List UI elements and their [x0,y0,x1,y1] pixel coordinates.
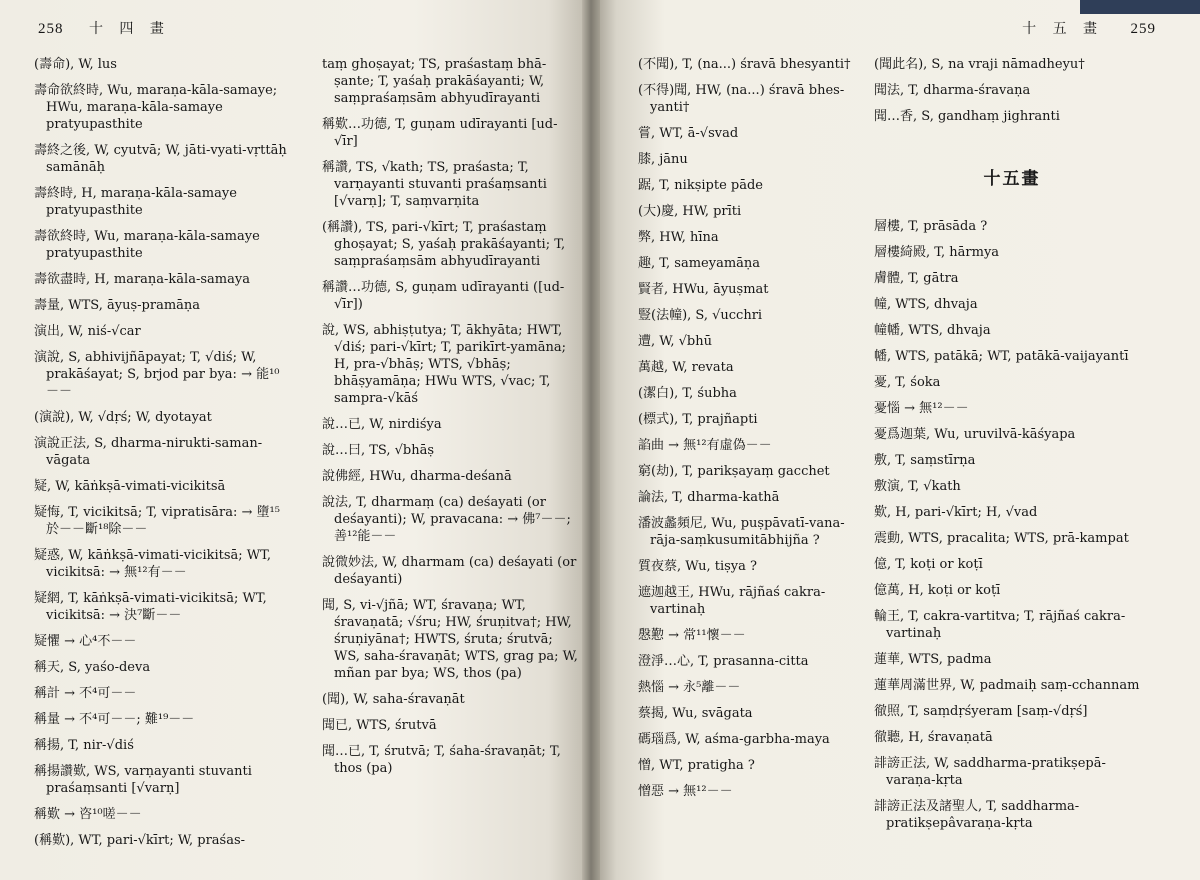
dictionary-entry: 壽終時, H, maraṇa-kāla-samaye pratyupasthite [34,186,237,218]
dictionary-entry: 膚體, T, gātra [874,271,959,286]
dictionary-entry: 稱讚, TS, √kath; TS, praśasta; T, varṇayanti stuvanti praśaṃsanti [√varṇ]; T, saṃvarṇita [322,160,547,209]
dictionary-entry: 蔡揭, Wu, svāgata [638,706,753,721]
dictionary-entry: 壽量, WTS, āyuṣ-pramāṇa [34,298,201,313]
dictionary-entry: 窮(劫), T, parikṣayaṃ gacchet [638,464,830,479]
dictionary-entry: 嘗, WT, ā-√svad [638,126,739,141]
left-running-head [38,18,170,38]
dictionary-entry: 壽欲終時, Wu, maraṇa-kāla-samaye pratyupasthite [34,229,260,261]
dictionary-entry: 壽命欲終時, Wu, maraṇa-kāla-samaye; HWu, maraṇa-kāla-samaye pratyupasthite [34,83,278,132]
dictionary-entry: 稱歎…功德, T, guṇam udīrayanti [ud-√īr] [322,117,558,149]
page-number-right: 259 [1130,21,1156,37]
dictionary-entry: 憂, T, śoka [874,375,941,390]
dictionary-entry: 說…已, W, nirdiśya [322,417,442,432]
dictionary-entry: 說微妙法, W, dharmam (ca) deśayati (or deśayanti) [322,555,577,587]
right-running-head [1022,18,1156,38]
dictionary-entry: taṃ ghoṣayat; TS, praśastaṃ bhā-ṣante; T, yaśaḥ prakāśayanti; W, saṃpraśaṃsām abhyudīrayanti [322,57,547,106]
dictionary-entry: 稱量 → 不⁴可－－; 難¹⁹－－ [34,712,195,727]
dictionary-entry: 疑網, T, kāṅkṣā-vimati-vicikitsā; WT, vicikitsā: → 決⁷斷－－ [34,591,267,623]
left-column-1 [34,56,292,858]
dictionary-entry: 慇懃 → 常¹¹懷－－ [638,628,746,643]
dictionary-entry: 碼瑙爲, W, aśma-garbha-maya [638,732,830,747]
left-column-2 [322,56,578,786]
dictionary-entry: 演說正法, S, dharma-nirukti-saman-vāgata [34,436,263,468]
right-column-2 [874,56,1150,841]
dictionary-entry: 幡, WTS, patākā; WT, patākā-vaijayantī [874,349,1129,364]
dictionary-entry: (稱讚), TS, pari-√kīrt; T, praśastaṃ ghoṣayat; S, yaśaḥ prakāśayanti; T, saṃpraśaṃsām abhyudīrayanti [322,220,566,269]
dictionary-entry: 幢, WTS, dhvaja [874,297,978,312]
dictionary-entry: 疑, W, kāṅkṣā-vimati-vicikitsā [34,479,226,494]
dictionary-entry: 稱計 → 不⁴可－－ [34,686,137,701]
running-title-left: 十 四 畫 [88,21,170,37]
dictionary-entry: 聞, S, vi-√jñā; WT, śravaṇa; WT, śravaṇatā; √śru; HW, śruṇitva†; HW, śruṇiyāna†; HWTS, śruta; śrutvā; WS, saha-śravaṇāt; WTS, grag pa; W, mñan par bya; WS, thos (pa) [322,598,578,681]
dictionary-entry: 徹照, T, saṃdṛśyeram [saṃ-√dṛś] [874,704,1088,719]
dictionary-entry: (聞此名), S, na vraji nāmadheyu† [874,57,1085,72]
dictionary-entry: 憎, WT, pratigha ? [638,758,755,773]
dictionary-entry: 層樓綺殿, T, hārmya [874,245,1000,260]
dictionary-entry: 疑懼 → 心⁴不－－ [34,634,137,649]
dictionary-entry: (稱歎), WT, pari-√kīrt; W, praśas- [34,833,246,848]
dictionary-entry: 遭, W, √bhū [638,334,712,349]
dictionary-entry: 壽欲盡時, H, maraṇa-kāla-samaya [34,272,250,287]
dictionary-entry: 演說, S, abhivijñāpayat; T, √diś; W, prakāśayat; S, brjod par bya: → 能¹⁰－－ [34,350,280,399]
dictionary-entry: 疑悔, T, vicikitsā; T, vipratisāra: → 墮¹⁵於－－斷¹⁸除－－ [34,505,280,537]
dictionary-entry: 輪王, T, cakra-vartitva; T, rājñaś cakra-vartinaḥ [874,609,1126,641]
dictionary-entry: 賢者, HWu, āyuṣmat [638,282,769,297]
dictionary-entry: 壽終之後, W, cyutvā; W, jāti-vyati-vṛttāḥ samānāḥ [34,143,287,175]
dictionary-entry: (潔白), T, śubha [638,386,737,401]
dictionary-entry: 稱揚, T, nir-√diś [34,738,134,753]
dictionary-entry: 聞…已, T, śrutvā; T, śaha-śravaṇāt; T, thos (pa) [322,744,561,776]
dictionary-entry: 憂惱 → 無¹²－－ [874,401,969,416]
dictionary-entry: 萬越, W, revata [638,360,734,375]
dictionary-entry: 澄淨…心, T, prasanna-citta [638,654,809,669]
dictionary-entry: 弊, HW, hīna [638,230,719,245]
dictionary-entry: 徹聽, H, śravaṇatā [874,730,993,745]
dictionary-entry: 諂曲 → 無¹²有虛偽－－ [638,438,772,453]
dictionary-entry: 疑惑, W, kāṅkṣā-vimati-vicikitsā; WT, vicikitsā: → 無¹²有－－ [34,548,272,580]
book-gutter [582,0,600,880]
section-heading: 十五畫 [983,169,1041,189]
dictionary-entry: 稱揚讚歎, WS, varṇayanti stuvanti praśaṃsanti [√varṇ] [34,764,252,796]
dictionary-entry: (標式), T, prajñapti [638,412,758,427]
dictionary-entry: 潘波蠡頻尼, Wu, puṣpāvatī-vana-rāja-saṃkusumitābhijña ? [638,516,845,548]
dictionary-entry: 趣, T, sameyamāṇa [638,256,761,271]
running-title-right: 十 五 畫 [1022,21,1104,37]
dictionary-entry: 豎(法幢), S, √ucchri [638,308,763,323]
dictionary-entry: 質夜蔡, Wu, tiṣya ? [638,559,757,574]
dictionary-entry: (不得)聞, HW, (na...) śravā bhes-yanti† [638,83,845,115]
dictionary-entry: (大)慶, HW, prīti [638,204,742,219]
dictionary-entry: 說佛經, HWu, dharma-deśanā [322,469,512,484]
dictionary-entry: 敷演, T, √kath [874,479,961,494]
dictionary-entry: 說法, T, dharmaṃ (ca) deśayati (or deśayanti); W, pravacana: → 佛⁷－－; 善¹²能－－ [322,495,571,544]
dictionary-entry: 蓮華周滿世界, W, padmaiḥ saṃ-cchannam [874,678,1140,693]
dictionary-entry: 幢幡, WTS, dhvaja [874,323,991,338]
dictionary-entry: 說…曰, TS, √bhāṣ [322,443,435,458]
dictionary-entry: 聞法, T, dharma-śravaṇa [874,83,1031,98]
dictionary-entry: 論法, T, dharma-kathā [638,490,780,505]
dictionary-entry: 誹謗正法及諸聖人, T, saddharma-pratikṣepâvaraṇa-kṛta [874,799,1080,831]
dictionary-entry: 億, T, koṭi or koṭī [874,557,983,572]
dictionary-entry: 說, WS, abhiṣṭutya; T, ākhyāta; HWT, √diś; pari-√kīrt; T, parikīrt-yamāna; H, pra-√bhāṣ; WTS, √bhāṣ; bhāṣyamāṇa; HWu WTS, √vac; T, sampra-√kāś [322,323,567,406]
dictionary-entry: 踞, T, nikṣipte pāde [638,178,763,193]
right-column-1 [638,56,854,809]
dictionary-entry: 億萬, H, koṭi or koṭī [874,583,1001,598]
dictionary-entry: (不聞), T, (na...) śravā bhesyanti† [638,57,851,72]
dictionary-entry: (演說), W, √dṛś; W, dyotayat [34,410,212,425]
dictionary-entry: 遮迦越王, HWu, rājñaś cakra-vartinaḥ [638,585,826,617]
dictionary-entry: 敷, T, saṃstīrṇa [874,453,976,468]
dictionary-entry: 稱天, S, yaśo-deva [34,660,151,675]
dictionary-entry: 震動, WTS, pracalita; WTS, prā-kampat [874,531,1129,546]
dictionary-entry: 層樓, T, prāsāda ? [874,219,988,234]
background-corner [1080,0,1200,14]
dictionary-entry: 膝, jānu [638,152,688,167]
dictionary-entry: (壽命), W, lus [34,57,117,72]
dictionary-entry: 稱讚…功德, S, guṇam udīrayanti ([ud-√īr]) [322,280,565,312]
dictionary-entry: 稱歎 → 咨¹⁰嗟－－ [34,807,142,822]
dictionary-entry: 蓮華, WTS, padma [874,652,992,667]
page-number-left: 258 [38,21,64,37]
dictionary-entry: 歎, H, pari-√kīrt; H, √vad [874,505,1038,520]
dictionary-entry: 誹謗正法, W, saddharma-pratikṣepā-varaṇa-kṛta [874,756,1106,788]
dictionary-entry: 憎惡 → 無¹²－－ [638,784,733,799]
right-page [592,0,1200,880]
dictionary-entry: 熱惱 → 永⁵離－－ [638,680,741,695]
dictionary-entry: 聞已, WTS, śrutvā [322,718,437,733]
dictionary-entry: (聞), W, saha-śravaṇāt [322,692,465,707]
left-page [0,0,590,880]
dictionary-entry: 演出, W, niś-√car [34,324,141,339]
dictionary-entry: 憂爲迦葉, Wu, uruvilvā-kāśyapa [874,427,1076,442]
dictionary-entry: 聞…香, S, gandhaṃ jighranti [874,109,1060,124]
